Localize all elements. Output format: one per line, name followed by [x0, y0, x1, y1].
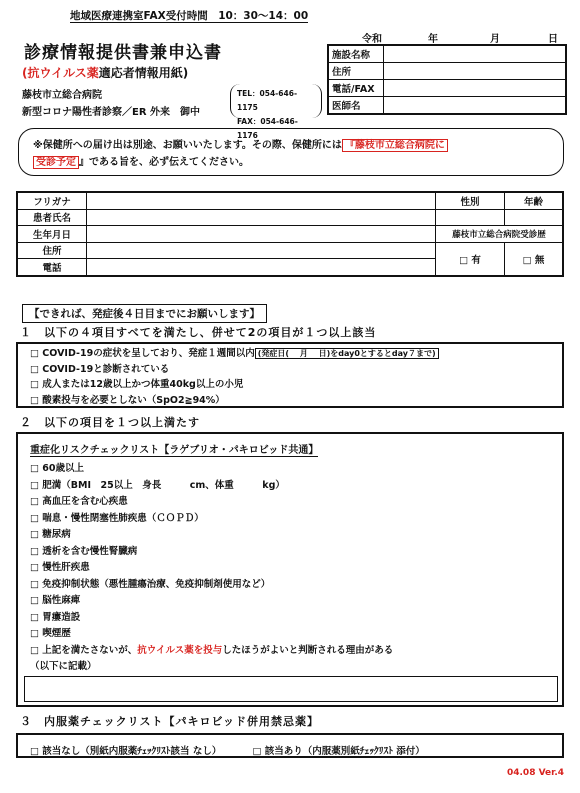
patient-info-table [16, 191, 564, 277]
section1-item[interactable]: □ COVID-19と診断されている [30, 363, 170, 375]
risk-item-other[interactable]: □ 上記を満たさないが、抗ウイルス薬を投与したほうがよいと判断される理由がある [30, 644, 394, 656]
risk-item[interactable]: □ 糖尿病 [30, 529, 71, 540]
section1-box [16, 342, 564, 408]
history-no-checkbox[interactable]: □ 無 [505, 242, 564, 276]
doctor-name-field[interactable] [384, 97, 567, 115]
clinic-info-table [327, 44, 567, 115]
phone-label: 電話 [17, 259, 87, 276]
furigana-field[interactable] [87, 192, 436, 209]
contact-box [230, 84, 322, 140]
fax-hours: 地域医療連携室FAX受付時間 10：30～14：00 [70, 10, 309, 22]
risk-item[interactable]: □ 60歳以上 [30, 463, 85, 474]
document-title: 診療情報提供書兼申込書 [24, 43, 222, 63]
age-label: 年齢 [505, 192, 564, 209]
risk-item[interactable]: □ 脳性麻痺 [30, 595, 81, 606]
other-reason-note: （以下に記載） [30, 661, 97, 672]
phone-field[interactable] [87, 259, 436, 276]
section3-box [16, 733, 564, 758]
other-reason-field[interactable] [24, 676, 558, 702]
furigana-label: フリガナ [17, 192, 87, 209]
patient-name-field[interactable] [87, 209, 436, 226]
section3-title: ３ 内服薬チェックリスト【パキロビッド併用禁忌薬】 [20, 715, 320, 728]
sex-label: 性別 [436, 192, 505, 209]
clinic-address-label: 住所 [328, 63, 384, 80]
section1-item[interactable]: □ COVID-19の症状を呈しており、発症１週間以内 (発症日( 月 日)をday0とするとday７まで) [30, 346, 550, 362]
risk-item[interactable]: □ 慢性肝疾患 [30, 562, 90, 573]
risk-item[interactable]: □ 透析を含む慢性腎臓病 [30, 545, 138, 557]
date-year-label: 年 [428, 34, 438, 45]
clinic-phone-label: 電話/FAX [328, 80, 384, 97]
date-month-label: 月 [490, 34, 500, 45]
drug-none-checkbox[interactable]: □ 該当なし（別紙内服薬ﾁｪｯｸﾘｽﾄ該当 なし） [30, 746, 222, 757]
clinic-name-field[interactable] [384, 45, 567, 63]
visit-history-label: 藤枝市立総合病院受診歴 [436, 226, 564, 243]
drug-applicable-checkbox[interactable]: □ 該当あり（内服薬別紙ﾁｪｯｸﾘｽﾄ 添付） [252, 746, 425, 757]
timing-note: 【できれば、発症後４日目までにお願いします】 [22, 304, 267, 323]
risk-item[interactable]: □ 高血圧を含む心疾患 [30, 496, 128, 507]
doctor-name-label: 医師名 [328, 97, 384, 115]
clinic-name-label: 施設名称 [328, 45, 384, 63]
date-era-label: 令和 [362, 34, 382, 45]
destination: 新型コロナ陽性者診察／ER 外来 御中 [22, 107, 201, 118]
onset-note: (発症日( 月 日)をday0とするとday７まで) [255, 348, 439, 359]
sex-field[interactable] [436, 209, 505, 226]
notice-box: ※保健所への届け出は別途、お願いいたします。その際、保健所には 『藤枝市立総合病院に 受診予定 』である旨を、必ず伝えてください。 [18, 128, 564, 176]
tel-number: TEL：054-646-1175 [237, 89, 298, 112]
clinic-phone-field[interactable] [384, 80, 567, 97]
risk-item[interactable]: □ 喫煙歴 [30, 628, 71, 639]
section2-title: ２ 以下の項目を１つ以上満たす [20, 416, 200, 429]
risk-list-title: 重症化リスクチェックリスト【ラゲブリオ・パキロビッド共通】 [30, 441, 318, 457]
age-field[interactable] [505, 209, 564, 226]
section1-item[interactable]: □ 成人または12歳以上かつ体重40kg以上の小児 [30, 379, 244, 390]
address-label: 住所 [17, 242, 87, 259]
risk-item[interactable]: □ 免疫抑制状態（悪性腫瘍治療、免疫抑制剤使用など） [30, 578, 271, 590]
birth-date-label: 生年月日 [17, 226, 87, 243]
document-subtitle: (抗ウイルス薬適応者情報用紙) [22, 66, 189, 80]
version-label: 04.08 Ver.4 [506, 768, 564, 778]
history-yes-checkbox[interactable]: □ 有 [436, 242, 505, 276]
birth-date-field[interactable] [87, 226, 436, 243]
date-day-label: 日 [548, 34, 558, 45]
risk-item[interactable]: □ 肥満（BMI 25以上 身長 cm、体重 kg） [30, 479, 285, 491]
address-field[interactable] [87, 242, 436, 259]
patient-name-label: 患者氏名 [17, 209, 87, 226]
risk-item[interactable]: □ 胃瘻造設 [30, 611, 81, 623]
fax-number: FAX：054-646-1176 [237, 117, 298, 140]
section1-item[interactable]: □ 酸素投与を必要としない（SpO2≧94%） [30, 394, 225, 406]
section2-box [16, 432, 564, 707]
section1-title: １ 以下の４項目すべてを満たし、併せて2の項目が１つ以上該当 [20, 326, 377, 339]
clinic-address-field[interactable] [384, 63, 567, 80]
risk-item[interactable]: □ 喘息・慢性閉塞性肺疾患（ＣＯＰＤ） [30, 512, 204, 524]
hospital-name: 藤枝市立総合病院 [22, 90, 102, 101]
